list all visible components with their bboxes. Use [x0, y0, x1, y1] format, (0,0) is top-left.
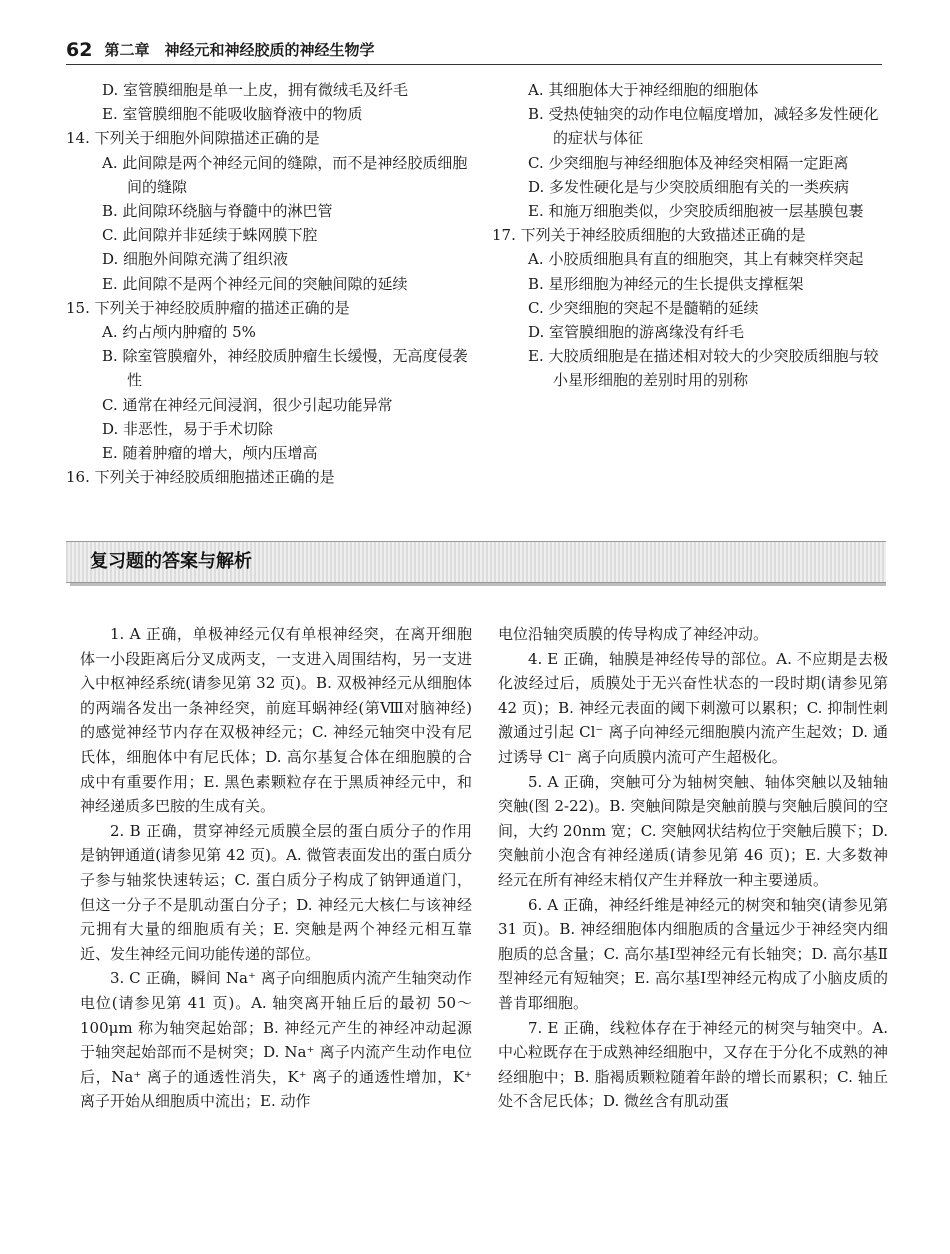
answer-option: B. 受热使轴突的动作电位幅度增加，减轻多发性硬化的症状与体征 — [528, 105, 879, 148]
answer-option: D. 非恶性，易于手术切除 — [102, 419, 274, 438]
answers-right-list — [498, 647, 888, 1114]
answer-option: C. 通常在神经元间浸润，很少引起功能异常 — [102, 395, 393, 414]
questions-left-column — [66, 78, 470, 489]
answer-option: E. 室管膜细胞不能吸收脑脊液中的物质 — [102, 105, 363, 124]
answer-option: B. 此间隙环绕脑与脊髓中的淋巴管 — [102, 202, 333, 221]
answer-option: E. 此间隙不是两个神经元间的突触间隙的延续 — [102, 274, 408, 293]
section-banner-shadow — [70, 583, 886, 586]
answer-explanation: 6. A 正确，神经纤维是神经元的树突和轴突(请参见第 31 页)。B. 神经细胞体内细胞质的含量远少于神经突内细胞质的总含量；C. 高尔基Ⅰ型神经元有长轴突；D. 高尔基Ⅱ型神经元有短轴突；E. 高尔基Ⅰ型神经元构成了小脑皮质的普肯耶细胞。 — [498, 895, 888, 1012]
answer-option: D. 室管膜细胞的游离缘没有纤毛 — [528, 323, 745, 342]
answer-option: A. 其细胞体大于神经细胞的细胞体 — [528, 81, 759, 99]
section-title: 复习题的答案与解析 — [90, 551, 252, 572]
answer-option: A. 约占颅内肿瘤的 5% — [102, 323, 256, 342]
answer-option: C. 少突细胞与神经细胞体及神经突相隔一定距离 — [528, 153, 849, 172]
question-stem: 17. 下列关于神经胶质细胞的大致描述正确的是 — [492, 226, 806, 245]
answer-option: E. 和施万细胞类似，少突胶质细胞被一层基膜包裹 — [528, 202, 864, 221]
answer-explanation: 2. B 正确，贯穿神经元质膜全层的蛋白质分子的作用是钠钾通道(请参见第 42 页)。A. 微管表面发出的蛋白质分子参与轴浆快速转运；C. 蛋白质分子构成了钠钾通道门，但这一分子不是肌动蛋白分子；D. 神经元大核仁与该神经元拥有大量的细胞质有关；E. 突触是两个神经元相互靠近、发生神经元间功能传递的部位。 — [80, 821, 472, 963]
answer-option: A. 此间隙是两个神经元间的缝隙，而不是神经胶质细胞间的缝隙 — [102, 153, 468, 196]
answer-explanation: 4. E 正确，轴膜是神经传导的部位。A. 不应期是去极化波经过后，质膜处于无兴奋性状态的一段时期(请参见第 42 页)；B. 神经元表面的阈下刺激可以累积；C. 抑制性刺激通过引起 Cl⁻ 离子向神经元细胞膜内流产生起效；D. 通过诱导 Cl⁻ 离子向质膜内流可产生超极化。 — [498, 649, 888, 766]
answer-option: B. 除室管膜瘤外，神经胶质肿瘤生长缓慢，无高度侵袭性 — [102, 347, 468, 390]
answer-option: C. 此间隙并非延续于蛛网膜下腔 — [102, 226, 318, 245]
answer-option: D. 细胞外间隙充满了组织液 — [102, 250, 289, 269]
answer-option: B. 星形细胞为神经元的生长提供支撑框架 — [528, 274, 804, 293]
questions-right-column — [492, 78, 887, 393]
answer-3-continuation: 电位沿轴突质膜的传导构成了神经冲动。 — [498, 625, 769, 643]
running-head — [66, 30, 882, 65]
answer-explanation: 3. C 正确，瞬间 Na⁺ 离子向细胞质内流产生轴突动作电位(请参见第 41 页)。A. 轴突离开轴丘后的最初 50～100μm 称为轴突起始部；B. 神经元产生的神经冲动起源于轴突起始部而不是树突；D. Na⁺ 离子内流产生动作电位后，Na⁺ 离子的通透性消失，K⁺ 离子的通透性增加，K⁺ 离子开始从细胞质中流出；E. 动作 — [80, 969, 472, 1111]
answer-explanation: 5. A 正确，突触可分为轴树突触、轴体突触以及轴轴突触(图 2-22)。B. 突触间隙是突触前膜与突触后膜间的空间，大约 20nm 宽；C. 突触网状结构位于突触后膜下；D. 突触前小泡含有神经递质(请参见第 46 页)；E. 大多数神经元在所有神经末梢仅产生并释放一种主要递质。 — [498, 772, 888, 889]
chapter-title: 第二章 神经元和神经胶质的神经生物学 — [104, 41, 375, 59]
answer-option: E. 随着肿瘤的增大，颅内压增高 — [102, 444, 318, 463]
answer-option: A. 小胶质细胞具有直的细胞突，其上有棘突样突起 — [528, 250, 864, 269]
answer-option: D. 室管膜细胞是单一上皮，拥有微绒毛及纤毛 — [102, 81, 409, 99]
page-number: 62 — [66, 39, 93, 61]
answer-explanation: 1. A 正确，单极神经元仅有单根神经突，在离开细胞体一小段距离后分叉成两支，一支进入周围结构，另一支进入中枢神经系统(请参见第 32 页)。B. 双极神经元从细胞体的两端各发出一条神经突，前庭耳蜗神经(第Ⅷ对脑神经)的感觉神经节内存在双极神经元；C. 神经元轴突中没有尼氏体，细胞体中有尼氏体；D. 高尔基复合体在细胞膜的合成中有重要作用；E. 黑色素颗粒存在于黑质神经元中，和神经递质多巴胺的生成有关。 — [80, 625, 472, 816]
question-stem: 15. 下列关于神经胶质肿瘤的描述正确的是 — [66, 298, 350, 317]
section-banner — [66, 541, 886, 583]
question-stem: 16. 下列关于神经胶质细胞描述正确的是 — [66, 468, 335, 487]
answer-option: D. 多发性硬化是与少突胶质细胞有关的一类疾病 — [528, 177, 850, 196]
answer-option: E. 大胶质细胞是在描述相对较大的少突胶质细胞与较小星形细胞的差别时用的别称 — [528, 347, 879, 390]
question-stem: 14. 下列关于细胞外间隙描述正确的是 — [66, 129, 320, 148]
answers-right-column — [498, 622, 888, 1114]
answer-option: C. 少突细胞的突起不是髓鞘的延续 — [528, 298, 759, 317]
answer-explanation: 7. E 正确，线粒体存在于神经元的树突与轴突中。A. 中心粒既存在于成熟神经细胞中，又存在于分化不成熟的神经细胞中；B. 脂褐质颗粒随着年龄的增长而累积；C. 轴丘处不含尼氏体；D. 微丝含有肌动蛋 — [498, 1018, 889, 1111]
answers-left-column — [80, 622, 472, 1114]
